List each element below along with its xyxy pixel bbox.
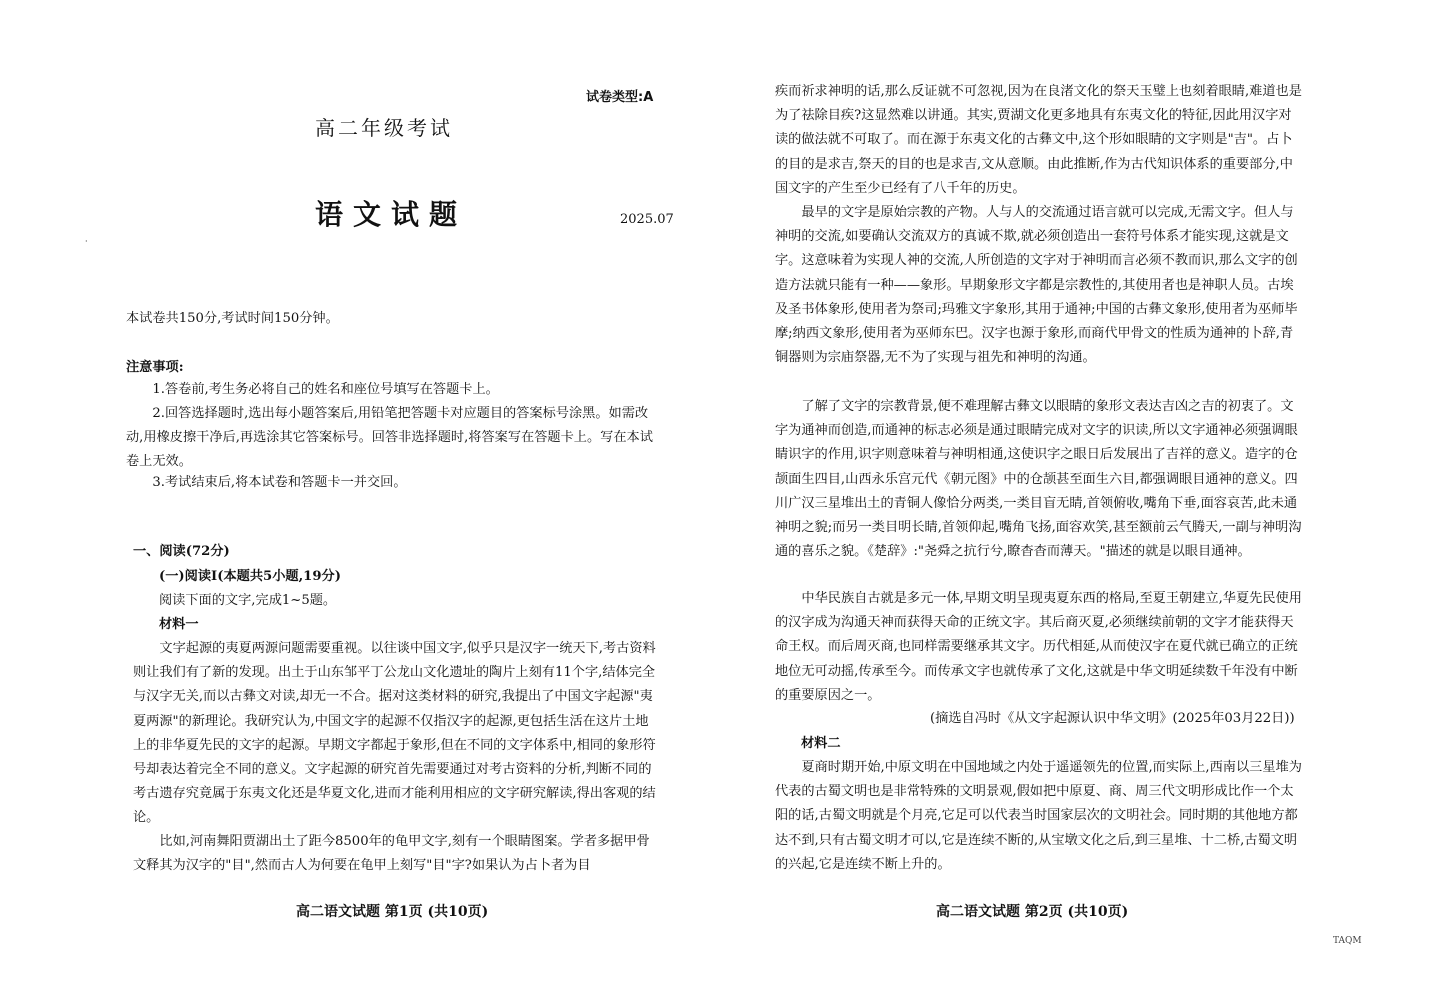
exam-date: 2025.07 <box>620 212 674 227</box>
reading-instruction: 阅读下面的文字,完成1~5题。 <box>159 593 337 608</box>
material-heading: 材料二 <box>801 736 841 751</box>
material-paragraph: 夏商时期开始,中原文明在中国地域之内处于遥遥领先的位置,而实际上,西南以三星堆为代表的古蜀文明也是非常特殊的文明景观,假如把中原夏、商、周三代文明形成比作一个太阳的话,古蜀文明就是个月亮,它足可以代表当时国家层次的文明社会。同时期的其他地方都达不到,只有古蜀文明才可以,它是连续不断的,从宝墩文化之后,到三星堆、十二桥,古蜀文明的兴起,它是连续不断上升的。 <box>775 760 1302 872</box>
material-paragraph: 比如,河南舞阳贾湖出土了距今8500年的龟甲文字,刻有一个眼睛图案。学者多据甲骨文释其为汉字的"目",然而古人为何要在龟甲上刻写"目"字?如果认为占卜者为目 <box>133 834 650 874</box>
note-item: 3.考试结束后,将本试卷和答题卡一并交回。 <box>152 475 407 490</box>
exam-title: 高二年级考试 <box>315 116 453 140</box>
material-heading: 材料一 <box>159 617 199 632</box>
page-footer: 高二语文试题 第1页 (共10页) <box>296 904 489 920</box>
page-footer: 高二语文试题 第2页 (共10页) <box>936 904 1129 920</box>
corner-code: TAQM <box>1333 936 1362 946</box>
material-paragraph: 文字起源的夷夏两源问题需要重视。以往谈中国文字,似乎只是汉字一统天下,考古资料则让我们有了新的发现。出土于山东邹平丁公龙山文化遗址的陶片上刻有11个字,结体完全与汉字无关,而以古彝文对读,却无一不合。据对这类材料的研究,我提出了中国文字起源"夷夏两源"的新理论。我研究认为,中国文字的起源不仅指汉字的起源,更包括生活在这片土地上的非华夏先民的文字的起源。早期文字都起于象形,但在不同的文字体系中,相同的象形符号却表达着完全不同的意义。文字起源的研究首先需要通过对考古资料的分析,判断不同的考古遗存究竟属于东夷文化还是华夏文化,进而才能利用相应的文字研究解读,得出客观的结论。 <box>133 641 656 826</box>
material-paragraph: 疾而祈求神明的话,那么反证就不可忽视,因为在良渚文化的祭天玉璧上也刻着眼睛,难道也是为了祛除目疾?这显然难以讲通。其实,贾湖文化更多地具有东夷文化的特征,因此用汉字对读的做法就不可取了。而在源于东夷文化的古彝文中,这个形如眼睛的文字则是"吉"。占卜的目的是求吉,祭天的目的也是求吉,文从意顺。由此推断,作为古代知识体系的重要部分,中国文字的产生至少已经有了八千年的历史。 <box>775 84 1302 196</box>
subject-title: 语文试题 <box>315 198 468 231</box>
subsection-heading: (一)阅读Ⅰ(本题共5小题,19分) <box>159 569 341 584</box>
exam-page-2 <box>718 0 1437 1002</box>
exam-type-label: 试卷类型:A <box>586 90 654 105</box>
note-item: 2.回答选择题时,选出每小题答案后,用铅笔把答题卡对应题目的答案标号涂黑。如需改动,用橡皮擦干净后,再选涂其它答案标号。回答非选择题时,将答案写在答题卡上。写在本试卷上无效。 <box>126 406 653 470</box>
exam-intro: 本试卷共150分,考试时间150分钟。 <box>126 311 339 326</box>
note-item: 1.答卷前,考生务必将自己的姓名和座位号填写在答题卡上。 <box>152 382 499 397</box>
stray-mark: · <box>85 237 88 246</box>
material-paragraph: 了解了文字的宗教背景,便不难理解古彝文以眼睛的象形文表达吉凶之吉的初衷了。文字为通神而创造,而通神的标志必须是通过眼睛完成对文字的识读,所以文字通神必须强调眼睛识字的作用,识字则意味着与神明相通,这使识字之眼日后发展出了吉祥的意义。造字的仓颉面生四目,山西永乐宫元代《朝元图》中的仓颉甚至面生六目,都强调眼目通神的意义。四川广汉三星堆出土的青铜人像恰分两类,一类目盲无睛,首领俯收,嘴角下垂,面容哀苦,此未通神明之貌;而另一类目明长睛,首领仰起,嘴角飞扬,面容欢笑,甚至额前云气腾天,一副与神明沟通的喜乐之貌。《楚辞》:"尧舜之抗行兮,瞭杳杳而薄天。"描述的就是以眼目通神。 <box>775 399 1302 560</box>
material-paragraph: 最早的文字是原始宗教的产物。人与人的交流通过语言就可以完成,无需文字。但人与神明的交流,如要确认交流双方的真诚不欺,就必须创造出一套符号体系才能实现,这就是文字。这意味着为实现人神的交流,人所创造的文字对于神明而言必须不教而识,那么文字的创造方法就只能有一种——象形。早期象形文字都是宗教性的,其使用者也是神职人员。古埃及圣书体象形,使用者为祭司;玛雅文字象形,其用于通神;中国的古彝文象形,使用者为巫师毕摩;纳西文象形,使用者为巫师东巴。汉字也源于象形,而商代甲骨文的性质为通神的卜辞,青铜器则为宗庙祭器,无不为了实现与祖先和神明的沟通。 <box>775 205 1298 366</box>
notes-heading: 注意事项: <box>126 360 184 375</box>
section-heading: 一、阅读(72分) <box>133 544 230 559</box>
material-paragraph: 中华民族自古就是多元一体,早期文明呈现夷夏东西的格局,至夏王朝建立,华夏先民使用的汉字成为沟通天神而获得天命的正统文字。其后商灭夏,必须继续前朝的文字才能获得天命王权。而后周灭商,也同样需要继承其文字。历代相延,从而使汉字在夏代就已确立的正统地位无可动摇,传承至今。而传承文字也就传承了文化,这就是中华文明延续数千年没有中断的重要原因之一。 <box>775 591 1302 703</box>
source-citation: (摘选自冯时《从文字起源认识中华文明》(2025年03月22日)) <box>930 711 1295 726</box>
exam-page-1 <box>0 0 718 1002</box>
